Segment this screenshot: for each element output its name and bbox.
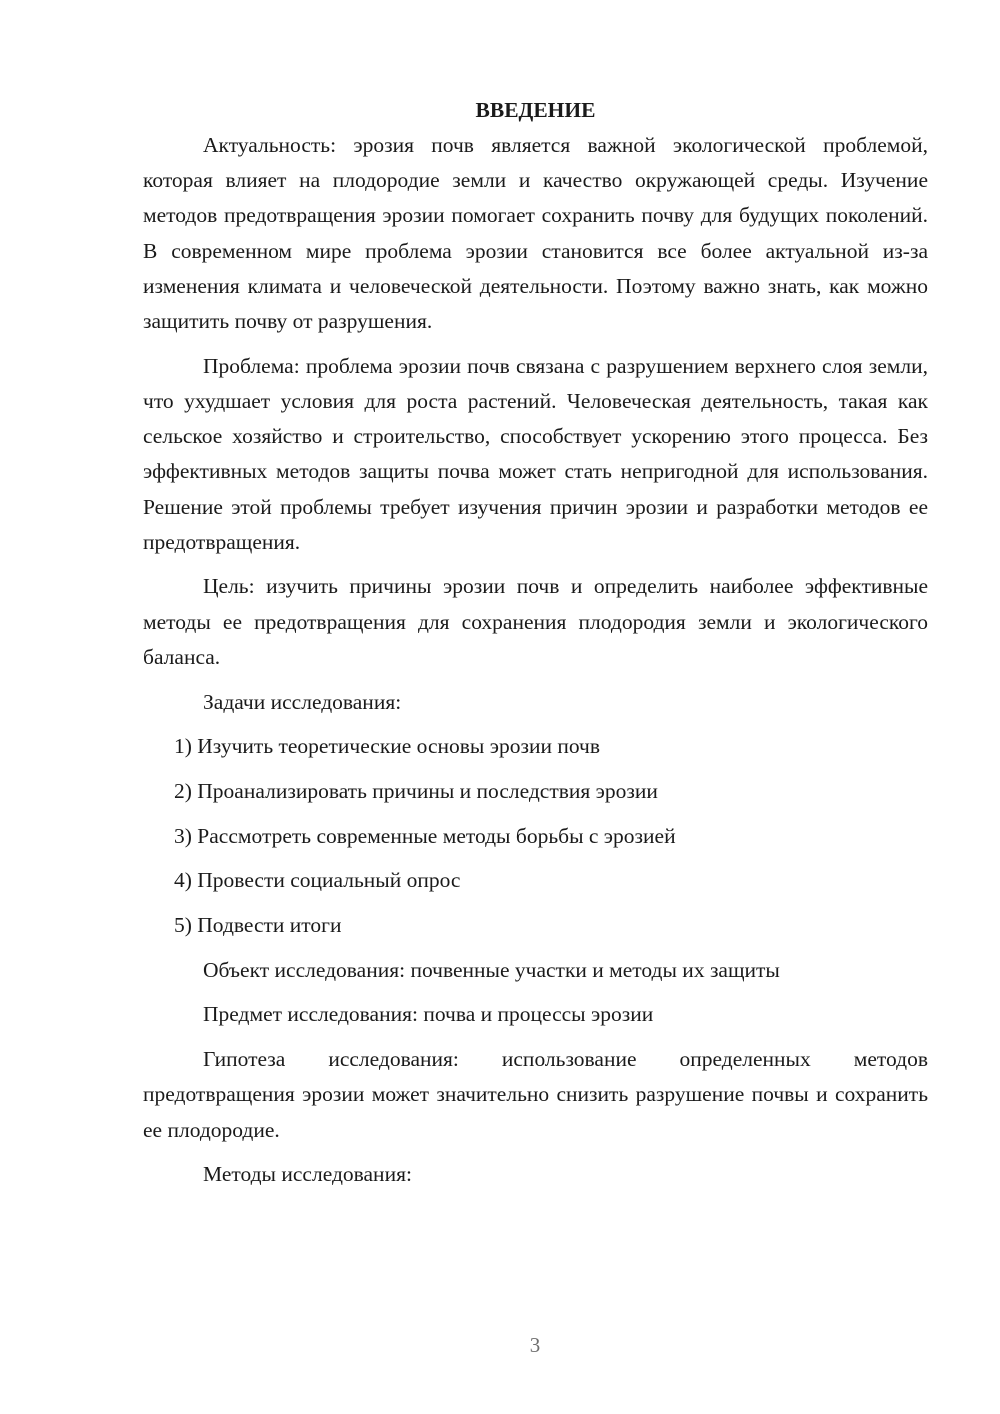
paragraph-object: Объект исследования: почвенные участки и методы их защиты	[203, 957, 780, 982]
paragraph-relevance: Актуальность: эрозия почв является важной экологической проблемой, которая влияет на плодородие земли и качество окружающей среды. Изучение методов предотвращения эрозии помогает сохранить почву для будущих поколений. В современном мире проблема эрозии становится все более актуальной из-за изменения климата и человеческой деятельности. Поэтому важно знать, как можно защитить почву от разрушения.	[143, 133, 928, 334]
paragraph-problem: Проблема: проблема эрозии почв связана с разрушением верхнего слоя земли, что ухудшает условия для роста растений. Человеческая деятельность, такая как сельское хозяйство и строительство, способствует ускорению этого процесса. Без эффективных методов защиты почва может стать непригодной для использования. Решение этой проблемы требует изучения причин эрозии и разработки методов ее предотвращения.	[143, 353, 928, 554]
list-item: 3) Рассмотреть современные методы борьбы с эрозией	[174, 823, 676, 848]
list-item: 2) Проанализировать причины и последствия эрозии	[174, 778, 658, 803]
list-item: 1) Изучить теоретические основы эрозии почв	[174, 734, 601, 759]
tasks-title: Задачи исследования:	[203, 689, 402, 714]
page-number: 3	[529, 1333, 541, 1357]
methods-title: Методы исследования:	[203, 1162, 412, 1187]
page-title: ВВЕДЕНИЕ	[475, 98, 596, 122]
tasks-list	[143, 729, 928, 943]
paragraph-goal: Цель: изучить причины эрозии почв и определить наиболее эффективные методы ее предотвращения для сохранения плодородия земли и экологического баланса.	[143, 574, 928, 669]
paragraph-hypothesis: Гипотеза исследования: использование определенных методов предотвращения эрозии может значительно снизить разрушение почвы и сохранить ее плодородие.	[143, 1047, 928, 1142]
document-page	[143, 94, 928, 1202]
paragraph-subject: Предмет исследования: почва и процессы эрозии	[203, 1002, 654, 1027]
list-item: 5) Подвести итоги	[174, 913, 342, 938]
list-item: 4) Провести социальный опрос	[174, 868, 461, 893]
